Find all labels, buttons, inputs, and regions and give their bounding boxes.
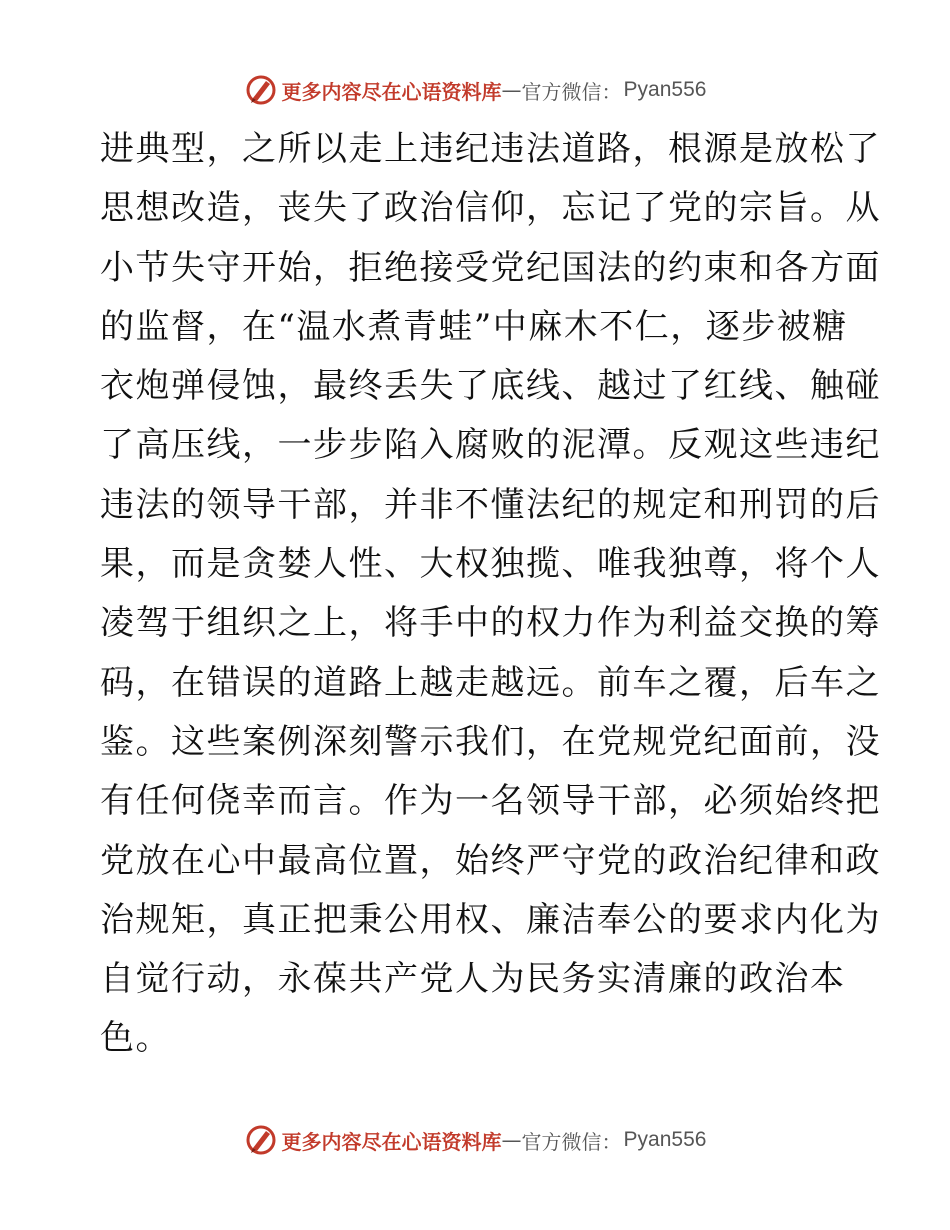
body-line: 自觉行动，永葆共产党人为民务实清廉的政治本	[100, 959, 846, 1000]
body-line: 有任何侥幸而言。作为一名领导干部，必须始终把	[100, 781, 881, 822]
banner-wechat-id: Pyan556	[623, 78, 707, 101]
footer-banner	[0, 1120, 950, 1160]
header-banner	[0, 70, 950, 110]
document-body	[100, 120, 881, 1069]
body-line: 色。	[100, 1018, 171, 1059]
body-line: 思想改造，丧失了政治信仰，忘记了党的宗旨。从	[100, 188, 881, 229]
banner-wechat-label: 官方微信：	[521, 1129, 622, 1154]
pen-circle-logo-icon	[244, 1123, 278, 1157]
body-line: 小节失守开始，拒绝接受党纪国法的约束和各方面	[100, 247, 881, 288]
banner-separator: —	[501, 78, 522, 102]
banner-wechat-id: Pyan556	[623, 1128, 707, 1151]
body-line: 衣炮弹侵蚀，最终丢失了底线、越过了红线、触碰	[100, 366, 881, 407]
banner-title: 更多内容尽在心语资料库	[281, 1129, 502, 1154]
body-line: 码，在错误的道路上越走越远。前车之覆，后车之	[100, 662, 881, 703]
body-line: 进典型，之所以走上违纪违法道路，根源是放松了	[100, 129, 881, 169]
body-line: 违法的领导干部，并非不懂法纪的规定和刑罚的后	[100, 484, 881, 525]
body-line: 了高压线，一步步陷入腐败的泥潭。反观这些违纪	[100, 425, 881, 466]
body-line: 鉴。这些案例深刻警示我们，在党规党纪面前，没	[100, 721, 881, 762]
body-line: 党放在心中最高位置，始终严守党的政治纪律和政	[100, 840, 881, 881]
pen-circle-logo-icon	[244, 73, 278, 107]
banner-separator: —	[501, 1128, 522, 1152]
banner-title: 更多内容尽在心语资料库	[281, 79, 502, 104]
body-line: 的监督，在“温水煮青蛙”中麻木不仁，逐步被糖	[100, 306, 848, 347]
banner-wechat-label: 官方微信：	[521, 79, 622, 104]
body-line: 治规矩，真正把秉公用权、廉洁奉公的要求内化为	[100, 899, 881, 940]
body-line: 果，而是贪婪人性、大权独揽、唯我独尊，将个人	[100, 544, 881, 585]
body-line: 凌驾于组织之上，将手中的权力作为利益交换的筹	[100, 603, 881, 644]
